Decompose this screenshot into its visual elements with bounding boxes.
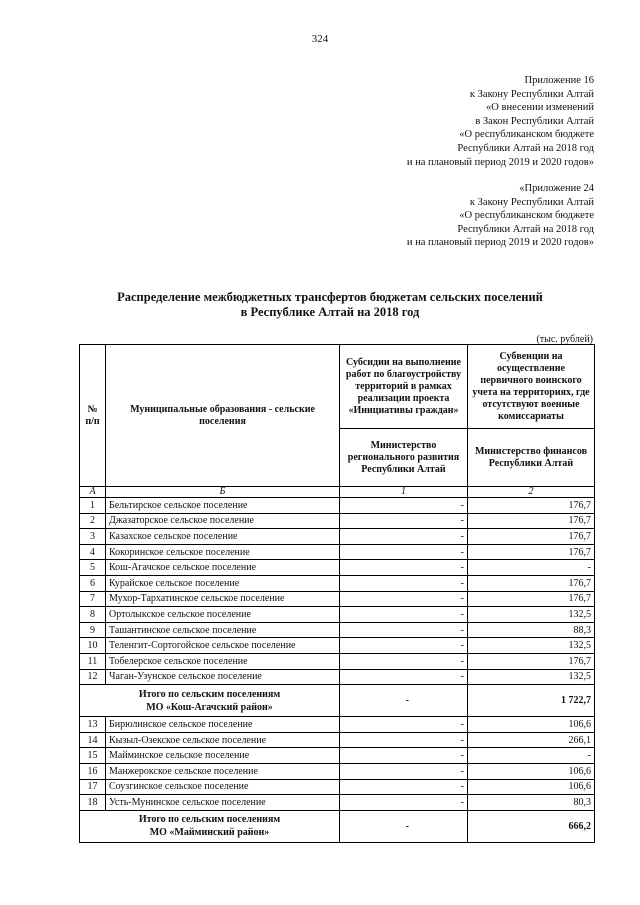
settlement-name: Джазаторское сельское поселение <box>106 513 340 529</box>
settlement-name: Майминское сельское поселение <box>106 748 340 764</box>
settlement-name: Кош-Агачское сельское поселение <box>106 560 340 576</box>
settlement-name: Тобелерское сельское поселение <box>106 653 340 669</box>
settlement-name: Чаган-Узунское сельское поселение <box>106 669 340 685</box>
subvention-value: 176,7 <box>468 575 595 591</box>
settlement-name: Ортолыкское сельское поселение <box>106 607 340 623</box>
header-num: № п/п <box>80 345 106 487</box>
row-number: 15 <box>80 748 106 764</box>
total-label-line: МО «Майминский район» <box>149 827 270 839</box>
subsidy-value: - <box>340 513 468 529</box>
table-row <box>80 529 595 545</box>
subsidy-value: - <box>340 669 468 685</box>
row-number: 4 <box>80 544 106 560</box>
subsidy-value: - <box>340 653 468 669</box>
appendix-line: Республики Алтай на 2018 год <box>457 142 594 154</box>
total-row <box>80 810 595 842</box>
subvention-value: 176,7 <box>468 591 595 607</box>
subsidy-value: - <box>340 717 468 733</box>
subvention-value: 106,6 <box>468 763 595 779</box>
total-label <box>80 810 340 842</box>
settlement-name: Бельтирское сельское поселение <box>106 498 340 514</box>
row-number: 8 <box>80 607 106 623</box>
subvention-value: 266,1 <box>468 732 595 748</box>
subsidy-value: - <box>340 795 468 811</box>
subvention-value: 88,3 <box>468 622 595 638</box>
row-number: 9 <box>80 622 106 638</box>
total-subvention-value: 666,2 <box>468 810 595 842</box>
appendix-line: к Закону Республики Алтай <box>469 196 594 208</box>
table-row <box>80 622 595 638</box>
letter-cell: Б <box>106 487 340 498</box>
header-subsidy: Субсидии на выполнение работ по благоустройству территорий в рамках реализации проекта «Инициативы граждан» <box>340 345 468 429</box>
total-label <box>80 685 340 717</box>
subvention-value: 176,7 <box>468 544 595 560</box>
settlement-name: Теленгит-Сортогойское сельское поселение <box>106 638 340 654</box>
header-ministry-regional: Министерство регионального развития Республики Алтай <box>340 429 468 487</box>
appendix-line: и на плановый период 2019 и 2020 годов» <box>406 237 594 249</box>
settlement-name: Кокоринское сельское поселение <box>106 544 340 560</box>
subsidy-value: - <box>340 591 468 607</box>
settlement-name: Манжерокское сельское поселение <box>106 763 340 779</box>
table-row <box>80 669 595 685</box>
subvention-value: 132,5 <box>468 669 595 685</box>
appendix-line: Приложение 16 <box>524 75 594 86</box>
subvention-value: 132,5 <box>468 638 595 654</box>
subsidy-value: - <box>340 575 468 591</box>
settlement-name: Соузгинское сельское поселение <box>106 779 340 795</box>
appendix-line: в Закон Республики Алтай <box>475 115 594 127</box>
row-number: 18 <box>80 795 106 811</box>
table-row <box>80 591 595 607</box>
appendix-header-old <box>407 182 594 250</box>
subvention-value: 106,6 <box>468 717 595 733</box>
subvention-value: - <box>468 560 595 576</box>
subsidy-value: - <box>340 529 468 545</box>
letter-cell: 1 <box>340 487 468 498</box>
settlement-name: Усть-Мунинское сельское поселение <box>106 795 340 811</box>
row-number: 5 <box>80 560 106 576</box>
table-row <box>80 560 595 576</box>
subsidy-value: - <box>340 498 468 514</box>
total-label-line: Итого по сельским поселениям <box>138 814 281 826</box>
appendix-line: «О внесении изменений <box>486 102 594 114</box>
row-number: 1 <box>80 498 106 514</box>
table-row <box>80 795 595 811</box>
subvention-value: 176,7 <box>468 498 595 514</box>
table-row <box>80 717 595 733</box>
subsidy-value: - <box>340 748 468 764</box>
table-row <box>80 575 595 591</box>
table-row <box>80 763 595 779</box>
row-number: 10 <box>80 638 106 654</box>
total-subvention-value: 1 722,7 <box>468 685 595 717</box>
page-number: 324 <box>311 33 329 45</box>
total-subsidy-value: - <box>340 685 468 717</box>
document-title <box>0 290 640 320</box>
subsidy-value: - <box>340 779 468 795</box>
subsidy-value: - <box>340 638 468 654</box>
table-row <box>80 732 595 748</box>
settlement-name: Кызыл-Озекское сельское поселение <box>106 732 340 748</box>
subvention-value: 132,5 <box>468 607 595 623</box>
settlement-name: Бирюлинское сельское поселение <box>106 717 340 733</box>
row-number: 13 <box>80 717 106 733</box>
subvention-value: 176,7 <box>468 513 595 529</box>
table-row <box>80 638 595 654</box>
appendix-header-new <box>407 74 594 169</box>
appendix-line: «О республиканском бюджете <box>459 129 594 141</box>
subvention-value: 106,6 <box>468 779 595 795</box>
transfers-table <box>79 344 595 843</box>
letter-cell: А <box>80 487 106 498</box>
row-number: 14 <box>80 732 106 748</box>
settlement-name: Мухор-Тархатинское сельское поселение <box>106 591 340 607</box>
table-row <box>80 498 595 514</box>
row-number: 16 <box>80 763 106 779</box>
subvention-value: 176,7 <box>468 529 595 545</box>
subvention-value: - <box>468 748 595 764</box>
table-row <box>80 544 595 560</box>
table-header-row <box>80 345 595 429</box>
settlement-name: Казахское сельское поселение <box>106 529 340 545</box>
header-name: Муниципальные образования - сельские поселения <box>106 345 340 487</box>
table-row <box>80 779 595 795</box>
row-number: 3 <box>80 529 106 545</box>
subsidy-value: - <box>340 607 468 623</box>
table-row <box>80 748 595 764</box>
units-label: (тыс. рублей) <box>536 334 593 345</box>
total-label-line: Итого по сельским поселениям <box>138 688 281 700</box>
row-number: 2 <box>80 513 106 529</box>
row-number: 17 <box>80 779 106 795</box>
subsidy-value: - <box>340 622 468 638</box>
total-subsidy-value: - <box>340 810 468 842</box>
header-ministry-finance: Министерство финансов Республики Алтай <box>468 429 595 487</box>
appendix-line: и на плановый период 2019 и 2020 годов» <box>406 156 594 168</box>
settlement-name: Ташантинское сельское поселение <box>106 622 340 638</box>
row-number: 12 <box>80 669 106 685</box>
table-row <box>80 653 595 669</box>
appendix-line: «О республиканском бюджете <box>459 210 594 222</box>
appendix-line: Республики Алтай на 2018 год <box>457 223 594 235</box>
total-label-line: МО «Кош-Агачский район» <box>146 701 273 713</box>
subvention-value: 176,7 <box>468 653 595 669</box>
subsidy-value: - <box>340 732 468 748</box>
appendix-line: «Приложение 24 <box>519 183 594 194</box>
table-letters-row <box>80 487 595 498</box>
row-number: 11 <box>80 653 106 669</box>
subsidy-value: - <box>340 560 468 576</box>
row-number: 7 <box>80 591 106 607</box>
table-row <box>80 607 595 623</box>
subsidy-value: - <box>340 763 468 779</box>
header-subvention: Субвенции на осуществление первичного воинского учета на территориях, где отсутствуют военные комиссариаты <box>468 345 595 429</box>
table-row <box>80 513 595 529</box>
appendix-line: к Закону Республики Алтай <box>469 88 594 100</box>
row-number: 6 <box>80 575 106 591</box>
letter-cell: 2 <box>468 487 595 498</box>
subvention-value: 80,3 <box>468 795 595 811</box>
settlement-name: Курайское сельское поселение <box>106 575 340 591</box>
total-row <box>80 685 595 717</box>
title-line: Распределение межбюджетных трансфертов бюджетам сельских поселений <box>117 290 543 304</box>
subsidy-value: - <box>340 544 468 560</box>
title-line: в Республике Алтай на 2018 год <box>240 305 420 319</box>
